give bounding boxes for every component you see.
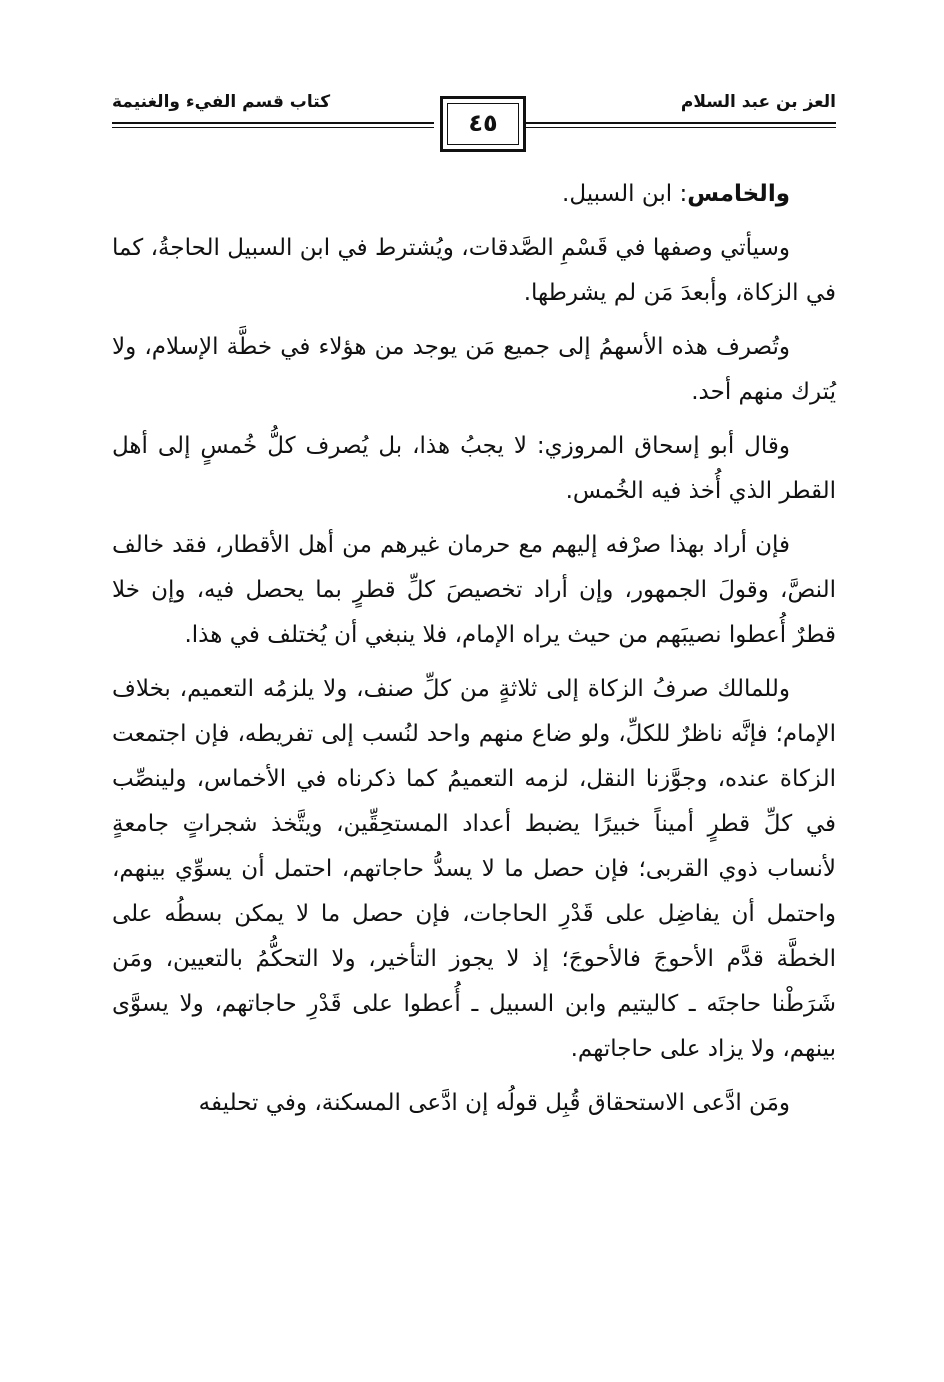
paragraph-lead: والخامس: [687, 181, 790, 207]
header-rule-left: [112, 122, 434, 124]
header-rule-left-thin: [112, 127, 434, 128]
paragraph: وقال أبو إسحاق المروزي: لا يجبُ هذا، بل يُصرف كلُّ خُمسٍ إلى أهل القطر الذي أُخذ فيه الخُمس.: [112, 433, 836, 504]
paragraph: وللمالك صرفُ الزكاة إلى ثلاثةٍ من كلِّ صنف، ولا يلزمُه التعميم، بخلاف الإمام؛ فإنَّه ناظرٌ للكلِّ، ولو ضاع منهم واحد لنُسب إلى تفريطه، فإن اجتمعت الزكاة عنده، وجوَّزنا النقل، لزمه التعميمُ كما ذكرناه في الأخماس، ولينصِّب في كلِّ قطرٍ أميناً خبيرًا يضبط أعداد المستحِقِّين، ويتَّخذ شجراتٍ جامعةٍ لأنساب ذوي القربى؛ فإن حصل ما لا يسدُّ حاجاتهم، احتمل أن يسوِّي بينهم، واحتمل أن يفاضِل على قَدْرِ الحاجات، فإن حصل ما لا يمكن بسطُه على الخطَّة قدَّم الأحوجَ فالأحوجَ؛ إذ لا يجوز التأخير، ولا التحكُّمُ بالتعيين، ومَن شَرَطْنا حاجتَه ـ كاليتيم وابن السبيل ـ أُعطوا على قَدْرِ حاجاتهم، ولا يسوَّى بينهم، ولا يزاد على حاجاتهم.: [112, 676, 836, 1062]
paragraph-text: : ابن السبيل.: [562, 181, 688, 207]
header-author: العز بن عبد السلام: [680, 92, 836, 112]
paragraph: ومَن ادَّعى الاستحقاق قُبِل قولُه إن ادَّعى المسكنة، وفي تحليفه: [198, 1090, 790, 1116]
header-book-section: كتاب قسم الفيء والغنيمة: [112, 92, 331, 112]
paragraph: وتُصرف هذه الأسهمُ إلى جميع مَن يوجد من هؤلاء في خطَّة الإسلام، ولا يُترك منهم أحد.: [112, 334, 836, 405]
paragraph: فإن أراد بهذا صرْفه إليهم مع حرمان غيرهم من أهل الأقطار، فقد خالف النصَّ، وقولَ الجمهور، وإن أراد تخصيصَ كلِّ قطرٍ بما يحصل فيه، وإن خلا قطرٌ أُعطوا نصيبَهم من حيث يراه الإمام، فلا ينبغي أن يُختلف في هذا.: [112, 532, 836, 648]
paragraph: [112, 172, 836, 217]
running-header: [112, 88, 836, 168]
paragraph: وسيأتي وصفها في قَسْمِ الصَّدقات، ويُشترط في ابن السبيل الحاجةُ، كما في الزكاة، وأبعدَ مَن لم يشرطها.: [112, 235, 836, 306]
page-number: ٤٥: [468, 109, 498, 137]
header-rule-right-thin: [526, 127, 836, 128]
page-number-frame: [440, 96, 526, 152]
body-text: [112, 172, 836, 1135]
header-rule-right: [526, 122, 836, 124]
